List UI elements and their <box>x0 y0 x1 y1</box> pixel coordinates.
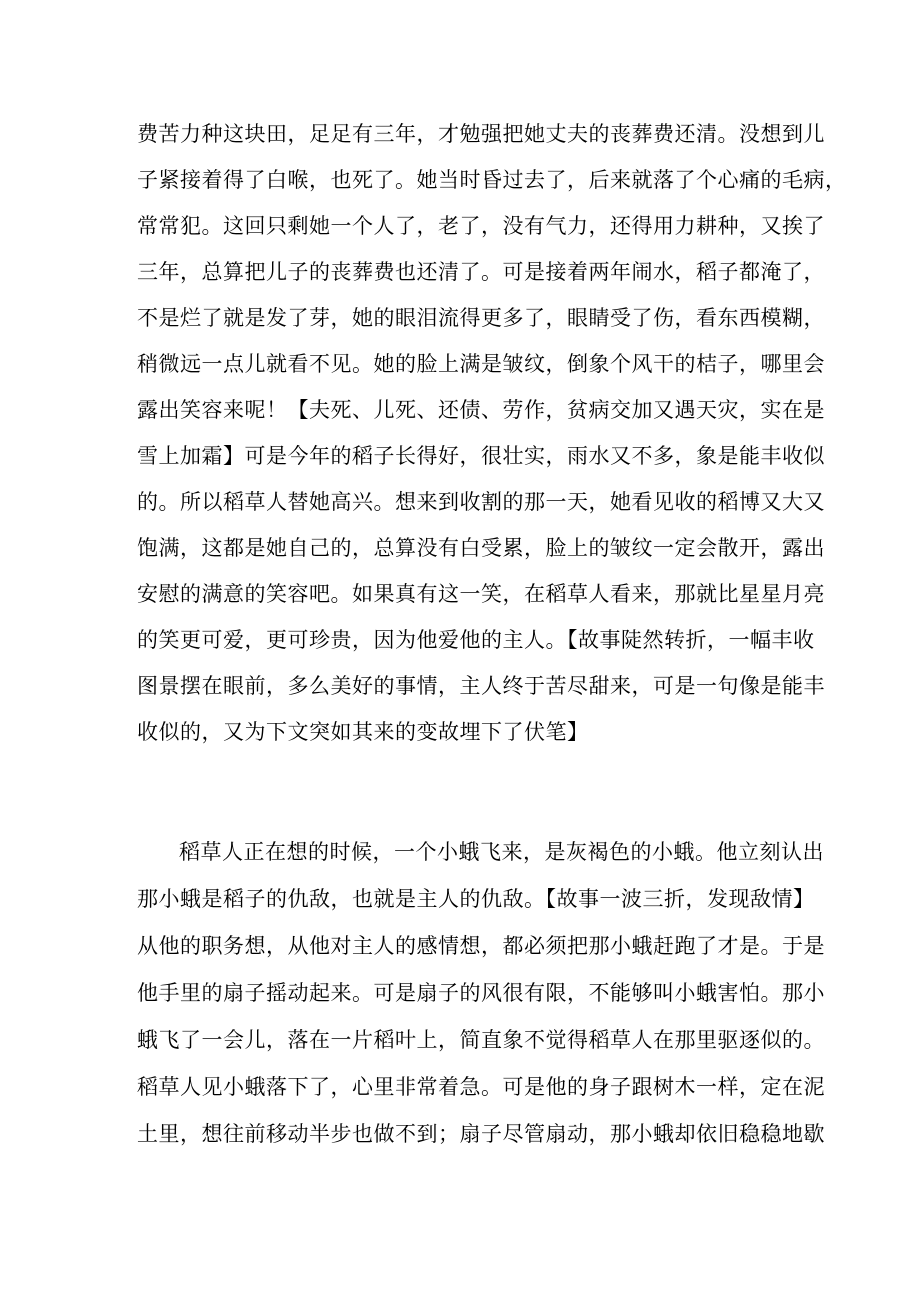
text-line: 他手里的扇子摇动起来。可是扇子的风很有限，不能够叫小蛾害怕。那小 <box>137 981 825 1005</box>
text-line: 的。所以稻草人替她高兴。想来到收割的那一天，她看见收的稻博又大又 <box>137 490 825 514</box>
text-line: 的笑更可爱，更可珍贵，因为他爱他的主人。【故事陡然转折，一幅丰收 <box>137 628 815 652</box>
text-line: 饱满，这都是她自己的，总算没有白受累，脸上的皱纹一定会散开，露出 <box>137 536 825 560</box>
text-line: 稻草人正在想的时候，一个小蛾飞来，是灰褐色的小蛾。他立刻认出 <box>179 840 824 864</box>
text-line: 露出笑容来呢！【夫死、儿死、还债、劳作，贫病交加又遇天灾，实在是 <box>137 398 825 422</box>
text-line: 从他的职务想，从他对主人的感情想，都必须把那小蛾赶跑了才是。于是 <box>137 934 825 958</box>
text-line: 那小蛾是稻子的仇敌，也就是主人的仇敌。【故事一波三折，发现敌情】 <box>137 887 815 911</box>
text-line: 安慰的满意的笑容吧。如果真有这一笑，在稻草人看来，那就比星星月亮 <box>137 582 825 606</box>
text-line: 图景摆在眼前，多么美好的事情，主人终于苦尽甜来，可是一句像是能丰 <box>137 674 825 698</box>
text-line: 土里，想往前移动半步也做不到；扇子尽管扇动，那小蛾却依旧稳稳地歇 <box>137 1122 825 1146</box>
text-line: 稻草人见小蛾落下了，心里非常着急。可是他的身子跟树木一样，定在泥 <box>137 1075 825 1099</box>
text-line: 费苦力种这块田，足足有三年，才勉强把她丈夫的丧葬费还清。没想到儿 <box>137 122 825 146</box>
text-line: 雪上加霜】可是今年的稻子长得好，很壮实，雨水又不多，象是能丰收似 <box>137 444 825 468</box>
text-line: 稍微远一点儿就看不见。她的脸上满是皱纹，倒象个风干的桔子，哪里会 <box>137 352 825 376</box>
text-line: 蛾飞了一会儿，落在一片稻叶上，简直象不觉得稻草人在那里驱逐似的。 <box>137 1028 825 1052</box>
text-line: 子紧接着得了白喉，也死了。她当时昏过去了，后来就落了个心痛的毛病， <box>137 168 847 192</box>
text-line: 常常犯。这回只剩她一个人了，老了，没有气力，还得用力耕种，又挨了 <box>137 214 825 238</box>
text-line: 收似的，又为下文突如其来的变故埋下了伏笔】 <box>137 720 589 744</box>
text-line: 三年，总算把儿子的丧葬费也还清了。可是接着两年闹水，稻子都淹了， <box>137 260 825 284</box>
text-line: 不是烂了就是发了芽，她的眼泪流得更多了，眼睛受了伤，看东西模糊， <box>137 306 825 330</box>
